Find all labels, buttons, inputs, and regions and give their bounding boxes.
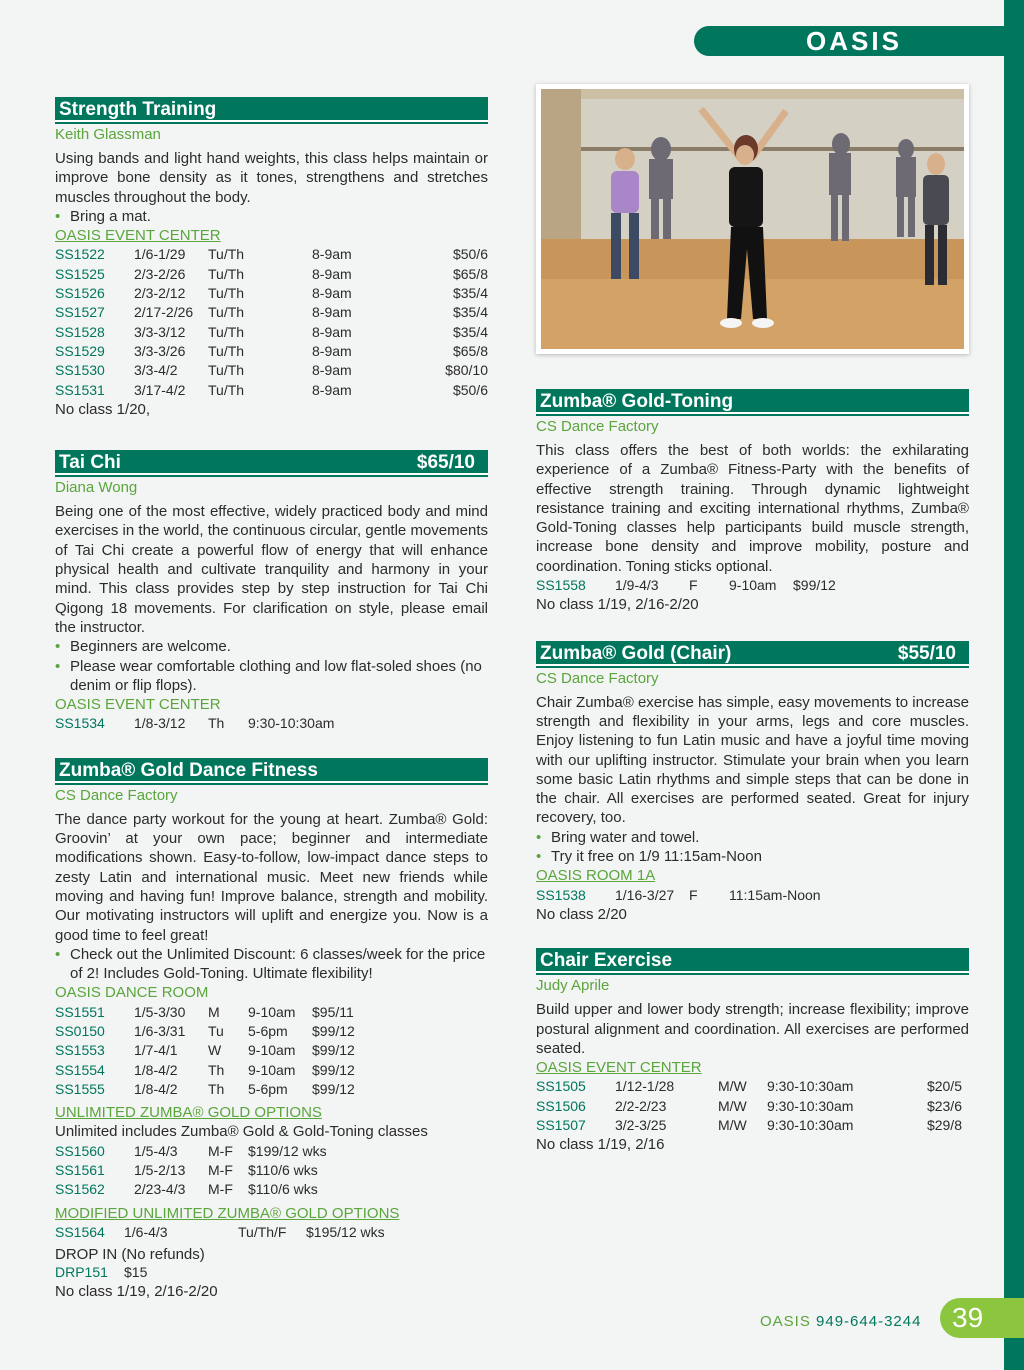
table-row xyxy=(55,1061,382,1080)
table-row xyxy=(55,1161,368,1180)
table-cell: M/W xyxy=(718,1097,747,1114)
course-description: This class offers the best of both worlds: the exhilarating experience of a Zumba® Fitness-Party with the benefits of effective strength training. Through dynamic lightweight resistance training and exciting international rhythms, Zumba® Gold-Toning classes help participants build muscle strength, increase bone density and improve mobility, posture and coordination. Toning sticks optional. xyxy=(536,442,969,575)
table-cell: 8-9am xyxy=(312,381,352,398)
table-cell: $35/4 xyxy=(452,285,488,302)
table-row xyxy=(55,1142,368,1161)
strength-title: Strength Training xyxy=(59,99,217,120)
table-cell: 8-9am xyxy=(312,246,352,263)
table-cell: Tu/Th xyxy=(208,304,245,321)
no-class-note: No class 1/19, 2/16-2/20 xyxy=(536,596,699,614)
tai-chi-section xyxy=(55,450,488,734)
strength-training-section xyxy=(55,97,488,419)
table-cell: Tu/Th/F xyxy=(238,1223,287,1240)
footer-label: OASIS xyxy=(760,1313,811,1330)
table-cell: $65/8 xyxy=(452,342,488,359)
table-cell: $99/12 xyxy=(312,1080,355,1097)
table-cell: Tu/Th xyxy=(208,246,245,263)
left-column xyxy=(55,97,488,1301)
table-cell: $195/12 wks xyxy=(306,1223,385,1240)
table-cell: 1/6-3/31 xyxy=(134,1022,186,1039)
unlimited-note: Unlimited includes Zumba® Gold & Gold-Toning classes xyxy=(55,1123,428,1141)
footer-phone xyxy=(760,1313,921,1330)
bullet-item: • Try it free on 1/9 11:15am-Noon xyxy=(536,848,762,866)
course-code[interactable]: SS1527 xyxy=(55,304,105,321)
schedule-table xyxy=(536,576,873,595)
table-cell: 1/7-4/1 xyxy=(134,1042,178,1059)
table-cell: $199/12 wks xyxy=(248,1142,327,1159)
table-cell: Tu/Th xyxy=(208,342,245,359)
table-cell: $110/6 wks xyxy=(248,1162,318,1179)
modified-table xyxy=(55,1223,426,1242)
right-column xyxy=(536,389,969,1155)
table-cell: 5-6pm xyxy=(248,1080,288,1097)
table-cell: M/W xyxy=(718,1078,747,1095)
location-link[interactable]: OASIS ROOM 1A xyxy=(536,867,656,885)
table-cell: 8-9am xyxy=(312,265,352,282)
table-cell: 1/12-1/28 xyxy=(615,1078,675,1095)
table-row xyxy=(55,323,488,342)
table-cell: 1/5-2/13 xyxy=(134,1162,186,1179)
table-cell: $50/6 xyxy=(452,246,488,263)
table-row xyxy=(55,1003,382,1022)
location-link[interactable]: OASIS EVENT CENTER xyxy=(55,227,221,245)
table-cell: 1/8-4/2 xyxy=(134,1061,178,1078)
table-row xyxy=(55,303,488,322)
right-edge-bar xyxy=(1004,0,1024,1370)
table-cell: $80/10 xyxy=(445,362,488,379)
table-cell: 2/3-2/12 xyxy=(134,285,186,302)
table-cell: 9-10am xyxy=(729,577,777,594)
fitness-class-photo xyxy=(541,89,964,349)
table-cell: 1/8-3/12 xyxy=(134,715,186,732)
no-class-note: No class 1/19, 2/16 xyxy=(536,1136,665,1154)
dropin-label: DROP IN (No refunds) xyxy=(55,1246,205,1264)
no-class-note: No class 1/19, 2/16-2/20 xyxy=(55,1282,218,1300)
table-row xyxy=(55,1263,184,1282)
table-row xyxy=(55,1180,368,1199)
table-row xyxy=(55,342,488,361)
table-cell: $20/5 xyxy=(926,1078,962,1095)
table-cell: 8-9am xyxy=(312,304,352,321)
section-heading xyxy=(536,948,969,973)
table-cell: Tu/Th xyxy=(208,265,245,282)
table-cell: 9-10am xyxy=(248,1003,296,1020)
table-cell: F xyxy=(689,577,698,594)
table-cell: 1/5-3/30 xyxy=(134,1003,186,1020)
schedule-table xyxy=(55,1003,382,1099)
course-code[interactable]: SS1531 xyxy=(55,381,105,398)
table-row xyxy=(55,265,488,284)
schedule-table xyxy=(536,1077,962,1135)
table-cell: F xyxy=(689,886,698,903)
bullet-item: • Check out the Unlimited Discount: 6 classes/week for the price of 2! Includes Gold-Toning. Ultimate flexibility! xyxy=(55,945,486,983)
table-cell: 9:30-10:30am xyxy=(767,1097,854,1114)
class-photo xyxy=(541,89,964,349)
table-cell: 3/17-4/2 xyxy=(134,381,186,398)
table-cell: Th xyxy=(208,715,225,732)
table-cell: 1/8-4/2 xyxy=(134,1080,178,1097)
table-cell: Tu xyxy=(208,1022,224,1039)
course-description: Using bands and light hand weights, this class helps maintain or improve bone density as it tones, strengthens and stretches muscles throughout the body. xyxy=(55,150,488,206)
course-code[interactable]: DRP151 xyxy=(55,1263,108,1280)
table-cell: 5-6pm xyxy=(248,1022,288,1039)
course-code[interactable]: SS1538 xyxy=(536,886,586,903)
table-cell: 2/3-2/26 xyxy=(134,265,186,282)
location-label: OASIS DANCE ROOM xyxy=(55,984,209,1002)
section-heading xyxy=(55,97,488,122)
table-cell: Tu/Th xyxy=(208,362,245,379)
section-heading xyxy=(536,641,969,666)
table-cell: $99/12 xyxy=(312,1022,355,1039)
table-cell: 1/6-4/3 xyxy=(124,1223,168,1240)
table-cell: $35/4 xyxy=(452,323,488,340)
table-cell: $29/8 xyxy=(926,1117,962,1134)
table-cell: Tu/Th xyxy=(208,381,245,398)
zumba-toning-section xyxy=(536,389,969,615)
zumba-dance-section xyxy=(55,758,488,1301)
table-row xyxy=(536,1116,962,1135)
table-cell: 11:15am-Noon xyxy=(729,886,821,903)
bullet-icon: • xyxy=(536,848,542,866)
table-cell: Tu/Th xyxy=(208,323,245,340)
table-cell: 1/16-3/27 xyxy=(615,886,675,903)
course-code[interactable]: SS1529 xyxy=(55,342,105,359)
table-row xyxy=(55,361,488,380)
table-cell: $99/12 xyxy=(793,577,836,594)
bullet-icon: • xyxy=(55,657,61,675)
instructor-name: Keith Glassman xyxy=(55,126,161,143)
course-description: Chair Zumba® exercise has simple, easy movements to increase strength and flexibility in your arms, legs and core muscles. Enjoy listening to fun Latin music and have a joyful time moving with our uplifting instructor. Stimulate your brain when you learn some basic Latin rhythms and simple steps that can be done in the chair. All exercises are performed seated. Great for injury recovery, too. xyxy=(536,693,969,827)
dropin-table xyxy=(55,1263,184,1282)
bullet-icon: • xyxy=(55,638,61,656)
table-row xyxy=(55,1041,382,1060)
schedule-table xyxy=(536,886,849,905)
course-code[interactable]: SS1526 xyxy=(55,285,105,302)
table-cell: 3/3-4/2 xyxy=(134,362,178,379)
table-row xyxy=(55,284,488,303)
table-cell: $65/8 xyxy=(452,265,488,282)
taichi-price: $65/10 xyxy=(416,452,475,474)
table-row xyxy=(55,245,488,264)
course-code[interactable]: SS1525 xyxy=(55,265,105,282)
table-row xyxy=(55,1022,382,1041)
section-heading xyxy=(55,450,488,475)
chairzumba-title: Zumba® Gold (Chair) xyxy=(540,642,732,664)
course-code[interactable]: SS1534 xyxy=(55,715,105,732)
instructor-name: CS Dance Factory xyxy=(536,418,659,435)
course-description: Build upper and lower body strength; increase flexibility; improve postural alignment and coordination. All exercises are performed seated. xyxy=(536,1001,969,1057)
table-cell: $99/12 xyxy=(312,1061,355,1078)
section-heading xyxy=(55,758,488,783)
table-cell: Th xyxy=(208,1080,225,1097)
bullet-item: • Bring a mat. xyxy=(55,207,151,225)
table-cell: 8-9am xyxy=(312,285,352,302)
table-cell: $23/6 xyxy=(926,1097,962,1114)
course-description: The dance party workout for the young at heart. Zumba® Gold: Groovin’ at your own pace; beginner and intermediate modifications shown. Easy-to-follow, low-impact dance steps to zesty Latin and international music. Meet new friends while moving and having fun! Improve balance, strength and mobility. Our motivating instructors will uplift and energize you. Now is a good time to feel great! xyxy=(55,810,488,944)
chair-exercise-section xyxy=(536,948,969,1154)
course-code[interactable]: SS0150 xyxy=(55,1022,105,1039)
table-cell: 9:30-10:30am xyxy=(248,715,335,732)
table-cell: 9:30-10:30am xyxy=(767,1117,854,1134)
course-code[interactable]: SS1558 xyxy=(536,577,586,594)
page-number: 39 xyxy=(940,1298,1024,1338)
table-row xyxy=(55,714,368,733)
location-label: OASIS EVENT CENTER xyxy=(55,696,221,714)
course-code[interactable]: SS1555 xyxy=(55,1080,105,1097)
table-cell: 3/3-3/12 xyxy=(134,323,186,340)
table-cell: 3/3-3/26 xyxy=(134,342,186,359)
table-cell: 2/17-2/26 xyxy=(134,304,194,321)
course-code[interactable]: SS1522 xyxy=(55,246,105,263)
chairex-title: Chair Exercise xyxy=(540,950,673,972)
course-code[interactable]: SS1507 xyxy=(536,1117,586,1134)
table-cell: $15 xyxy=(124,1263,148,1280)
phone-number[interactable]: 949-644-3244 xyxy=(816,1313,922,1330)
table-row xyxy=(55,381,488,400)
location-link[interactable]: OASIS EVENT CENTER xyxy=(536,1059,702,1077)
zumba-chair-section xyxy=(536,641,969,925)
table-cell: 9:30-10:30am xyxy=(767,1078,854,1095)
table-row xyxy=(536,1077,962,1096)
bullet-item: • Beginners are welcome. xyxy=(55,638,231,656)
instructor-name: Judy Aprile xyxy=(536,977,610,995)
table-cell: M xyxy=(208,1003,220,1020)
course-code[interactable]: SS1505 xyxy=(536,1078,586,1095)
instructor-name: Diana Wong xyxy=(55,479,138,497)
table-cell: $99/12 xyxy=(312,1042,355,1059)
table-cell: 8-9am xyxy=(312,362,352,379)
course-code[interactable]: SS1553 xyxy=(55,1042,105,1059)
course-code[interactable]: SS1506 xyxy=(536,1097,586,1114)
course-code[interactable]: SS1561 xyxy=(55,1162,105,1179)
taichi-title: Tai Chi xyxy=(59,452,121,474)
schedule-table xyxy=(55,714,368,733)
modified-options-link[interactable]: MODIFIED UNLIMITED ZUMBA® GOLD OPTIONS xyxy=(55,1204,400,1222)
table-cell: 2/2-2/23 xyxy=(615,1097,667,1114)
toning-title: Zumba® Gold-Toning xyxy=(540,391,734,412)
table-cell: M/W xyxy=(718,1117,747,1134)
class-photo-frame xyxy=(536,84,969,354)
bullet-icon: • xyxy=(55,207,61,225)
table-cell: $35/4 xyxy=(452,304,488,321)
instructor-name: CS Dance Factory xyxy=(55,786,178,804)
no-class-note: No class 1/20, xyxy=(55,400,151,418)
table-cell: M-F xyxy=(208,1181,233,1198)
table-row xyxy=(536,886,849,905)
bullet-icon: • xyxy=(536,828,542,846)
schedule-table xyxy=(55,245,488,399)
course-code[interactable]: SS1562 xyxy=(55,1181,105,1198)
table-cell: 3/2-3/25 xyxy=(615,1117,667,1134)
section-tab: OASIS xyxy=(694,26,1004,56)
table-row xyxy=(536,576,873,595)
unlimited-options-link[interactable]: UNLIMITED ZUMBA® GOLD OPTIONS xyxy=(55,1104,322,1122)
table-row xyxy=(536,1097,962,1116)
course-code[interactable]: SS1530 xyxy=(55,362,105,379)
course-code[interactable]: SS1528 xyxy=(55,323,105,340)
section-heading xyxy=(536,389,969,414)
table-cell: 8-9am xyxy=(312,323,352,340)
no-class-note: No class 2/20 xyxy=(536,905,627,923)
table-cell: 9-10am xyxy=(248,1042,296,1059)
table-cell: 1/6-1/29 xyxy=(134,246,186,263)
instructor-name: CS Dance Factory xyxy=(536,669,659,687)
course-code[interactable]: SS1551 xyxy=(55,1003,105,1020)
table-cell: 9-10am xyxy=(248,1061,296,1078)
table-cell: 8-9am xyxy=(312,342,352,359)
course-code[interactable]: SS1560 xyxy=(55,1142,105,1159)
course-code[interactable]: SS1564 xyxy=(55,1223,105,1240)
bullet-item: • Please wear comfortable clothing and low flat-soled shoes (no denim or flip flops). xyxy=(55,657,482,694)
table-cell: W xyxy=(208,1042,222,1059)
table-row xyxy=(55,1080,382,1099)
table-cell: 1/9-4/3 xyxy=(615,577,659,594)
table-cell: $95/11 xyxy=(312,1003,354,1020)
table-row xyxy=(55,1223,426,1242)
table-cell: $110/6 wks xyxy=(248,1181,318,1198)
bullet-icon: • xyxy=(55,945,61,963)
table-cell: 1/5-4/3 xyxy=(134,1142,178,1159)
bullet-item: • Bring water and towel. xyxy=(536,828,700,846)
course-code[interactable]: SS1554 xyxy=(55,1061,105,1078)
unlimited-table xyxy=(55,1142,368,1200)
table-cell: 2/23-4/3 xyxy=(134,1181,186,1198)
table-cell: M-F xyxy=(208,1142,233,1159)
table-cell: M-F xyxy=(208,1162,233,1179)
course-description: Being one of the most effective, widely practiced body and mind exercises in the world, the continuous circular, gentle movements of Tai Chi create a powerful flow of energy that will enhance physical health and cultivate tranquility and harmony in your mind. This class provides step by step instruction for Tai Chi Qigong 18 movements. For clarification on style, please email the instructor. xyxy=(55,503,488,636)
chairzumba-price: $55/10 xyxy=(897,642,956,664)
table-cell: Tu/Th xyxy=(208,285,245,302)
table-cell: Th xyxy=(208,1061,225,1078)
zumbadance-title: Zumba® Gold Dance Fitness xyxy=(59,759,318,781)
table-cell: $50/6 xyxy=(452,381,488,398)
